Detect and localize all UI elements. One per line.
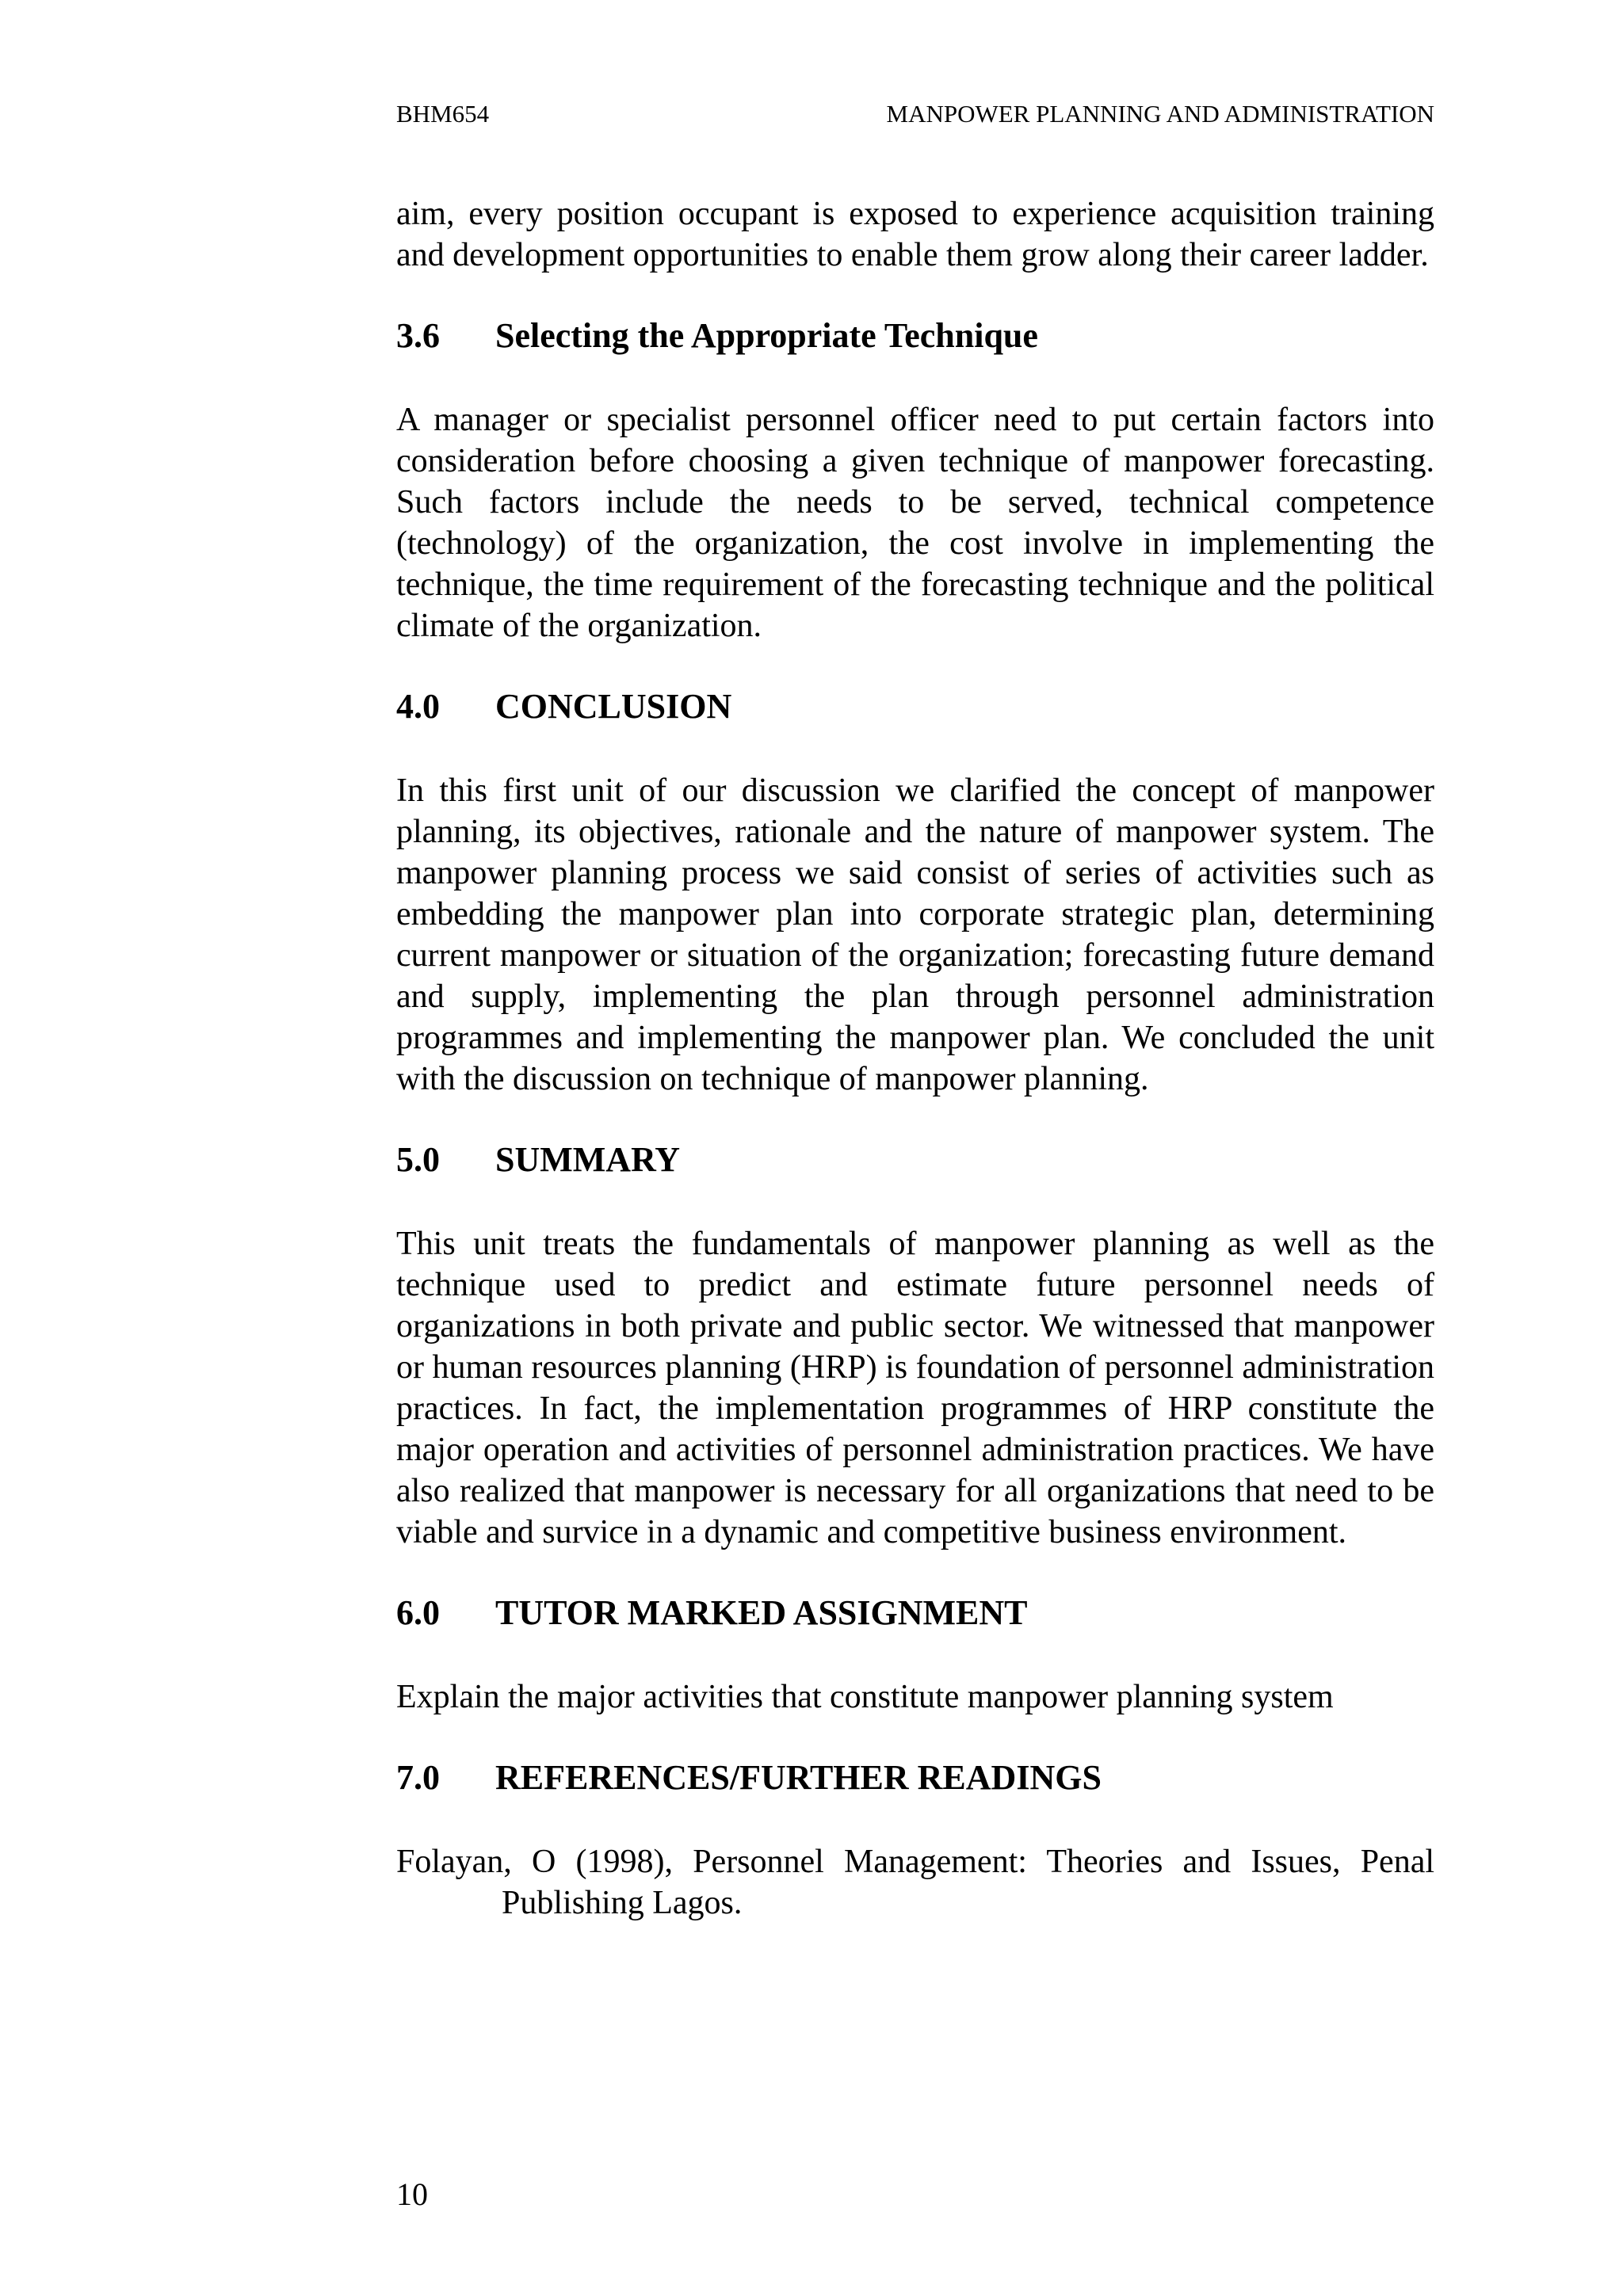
section-title: SUMMARY (495, 1140, 681, 1179)
section-number: 5.0 (396, 1140, 440, 1179)
running-header (396, 98, 1434, 130)
section-heading-3-6 (396, 315, 1434, 357)
section-number: 3.6 (396, 316, 440, 355)
section-heading-7-0 (396, 1757, 1434, 1798)
section-heading-4-0 (396, 686, 1434, 727)
body-text (396, 193, 1434, 1924)
document-page (396, 0, 1434, 2296)
section-title: CONCLUSION (495, 687, 732, 726)
course-code: BHM654 (396, 100, 490, 128)
section-number: 7.0 (396, 1758, 440, 1797)
page-number: 10 (396, 2176, 428, 2212)
section-title: TUTOR MARKED ASSIGNMENT (495, 1593, 1028, 1632)
course-title: MANPOWER PLANNING AND ADMINISTRATION (886, 100, 1434, 128)
intro-paragraph: aim, every position occupant is exposed to experience acquisition training and development opportunities to enable them grow along their career ladder. (396, 196, 1434, 273)
section-heading-6-0 (396, 1592, 1434, 1634)
section-heading-5-0 (396, 1139, 1434, 1180)
section-paragraph: In this first unit of our discussion we clarified the concept of manpower planning, its objectives, rationale and the nature of manpower system. The manpower planning process we said consist of series of activities such as embedding the manpower plan into corporate strategic plan, determining current manpower or situation of the organization; forecasting future demand and supply, implementing the plan through personnel administration programmes and implementing the manpower plan. We concluded the unit with the discussion on technique of manpower planning. (396, 772, 1434, 1097)
section-paragraph: Explain the major activities that constitute manpower planning system (396, 1679, 1334, 1715)
section-paragraph: A manager or specialist personnel officer need to put certain factors into consideration before choosing a given technique of manpower forecasting. Such factors include the needs to be served, technical competence (technology) of the organization, the cost involve in implementing the technique, the time requirement of the forecasting technique and the political climate of the organization. (396, 402, 1434, 644)
section-title: Selecting the Appropriate Technique (495, 316, 1038, 355)
reference-entry: Folayan, O (1998), Personnel Management: Theories and Issues, Penal Publishing Lagos. (396, 1844, 1434, 1921)
section-paragraph: This unit treats the fundamentals of manpower planning as well as the technique used to predict and estimate future personnel needs of organizations in both private and public sector. We witnessed that manpower or human resources planning (HRP) is foundation of personnel administration practices. In fact, the implementation programmes of HRP constitute the major operation and activities of personnel administration practices. We have also realized that manpower is necessary for all organizations that need to be viable and survice in a dynamic and competitive business environment. (396, 1226, 1434, 1550)
section-number: 6.0 (396, 1593, 440, 1632)
section-number: 4.0 (396, 687, 440, 726)
section-title: REFERENCES/FURTHER READINGS (495, 1758, 1102, 1797)
